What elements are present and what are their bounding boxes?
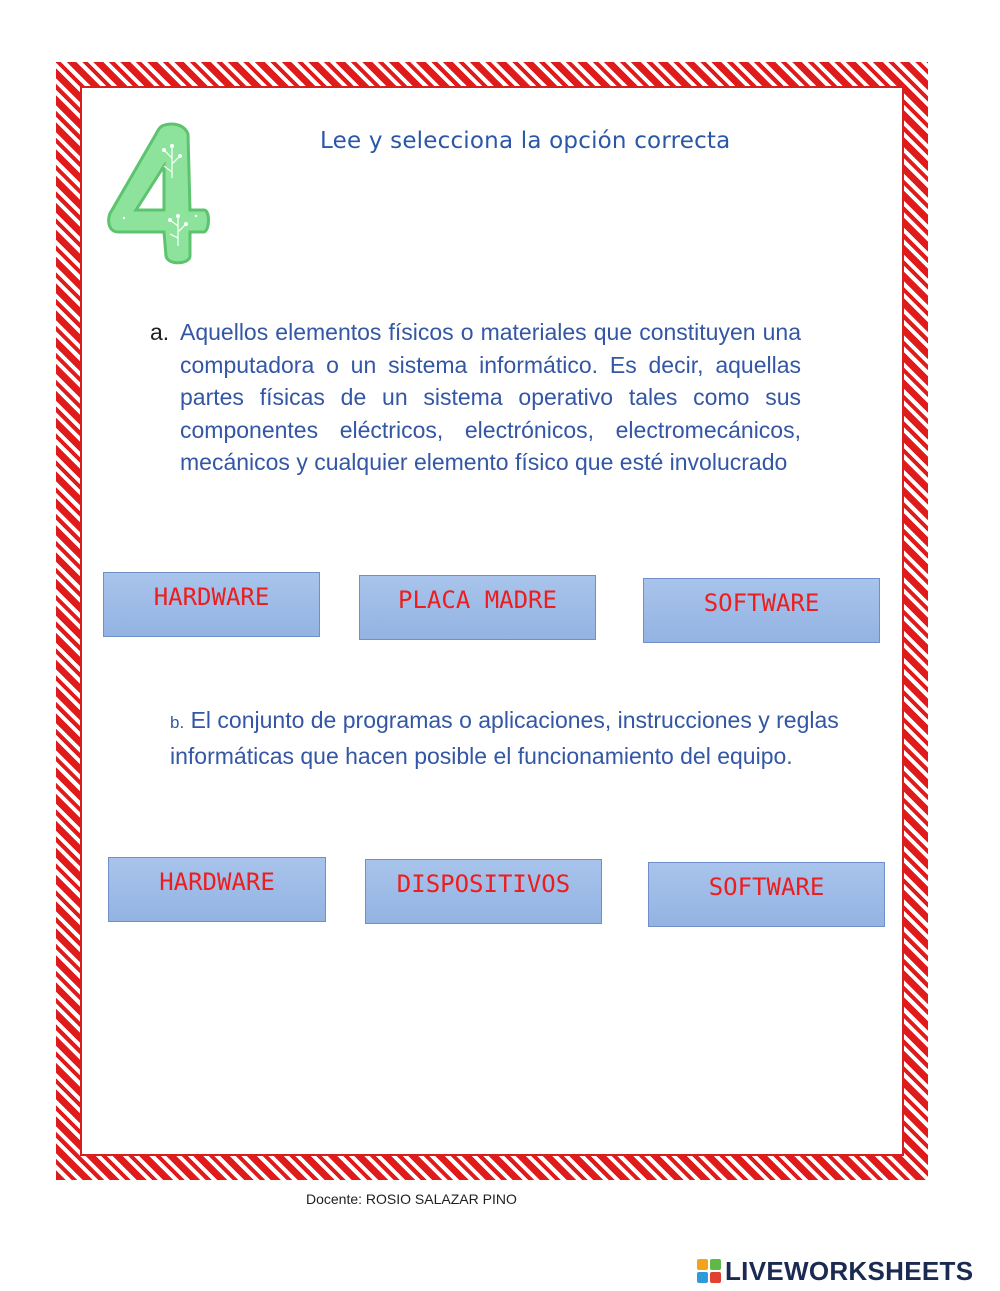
logo-mark-icon <box>697 1259 721 1283</box>
question-b-text: El conjunto de programas o aplicaciones, instrucciones y reglas informáticas que hacen posible el funcionamiento del equipo. <box>170 707 839 769</box>
option-a-software[interactable]: SOFTWARE <box>643 578 880 643</box>
logo-text: LIVEWORKSHEETS <box>725 1256 974 1286</box>
option-b-dispositivos[interactable]: DISPOSITIVOS <box>365 859 602 924</box>
question-a-text: Aquellos elementos físicos o materiales que constituyen una computadora o un sistema informático. Es decir, aquellas partes físicas de un sistema operativo tales como sus componentes eléctricos, electrónicos, electromecánicos, mecánicos y cualquier elemento físico que esté involucrado <box>180 319 801 475</box>
option-b-hardware[interactable]: HARDWARE <box>108 857 326 922</box>
option-a-hardware[interactable]: HARDWARE <box>103 572 320 637</box>
question-b <box>170 704 870 772</box>
number-four-icon <box>104 118 214 268</box>
page-title: Lee y selecciona la opción correcta <box>320 128 731 154</box>
question-a-letter: a. <box>150 319 170 345</box>
option-b-software[interactable]: SOFTWARE <box>648 862 885 927</box>
question-b-letter: b. <box>170 713 185 732</box>
option-a-placa-madre[interactable]: PLACA MADRE <box>359 575 596 640</box>
teacher-credit: Docente: ROSIO SALAZAR PINO <box>306 1191 517 1207</box>
